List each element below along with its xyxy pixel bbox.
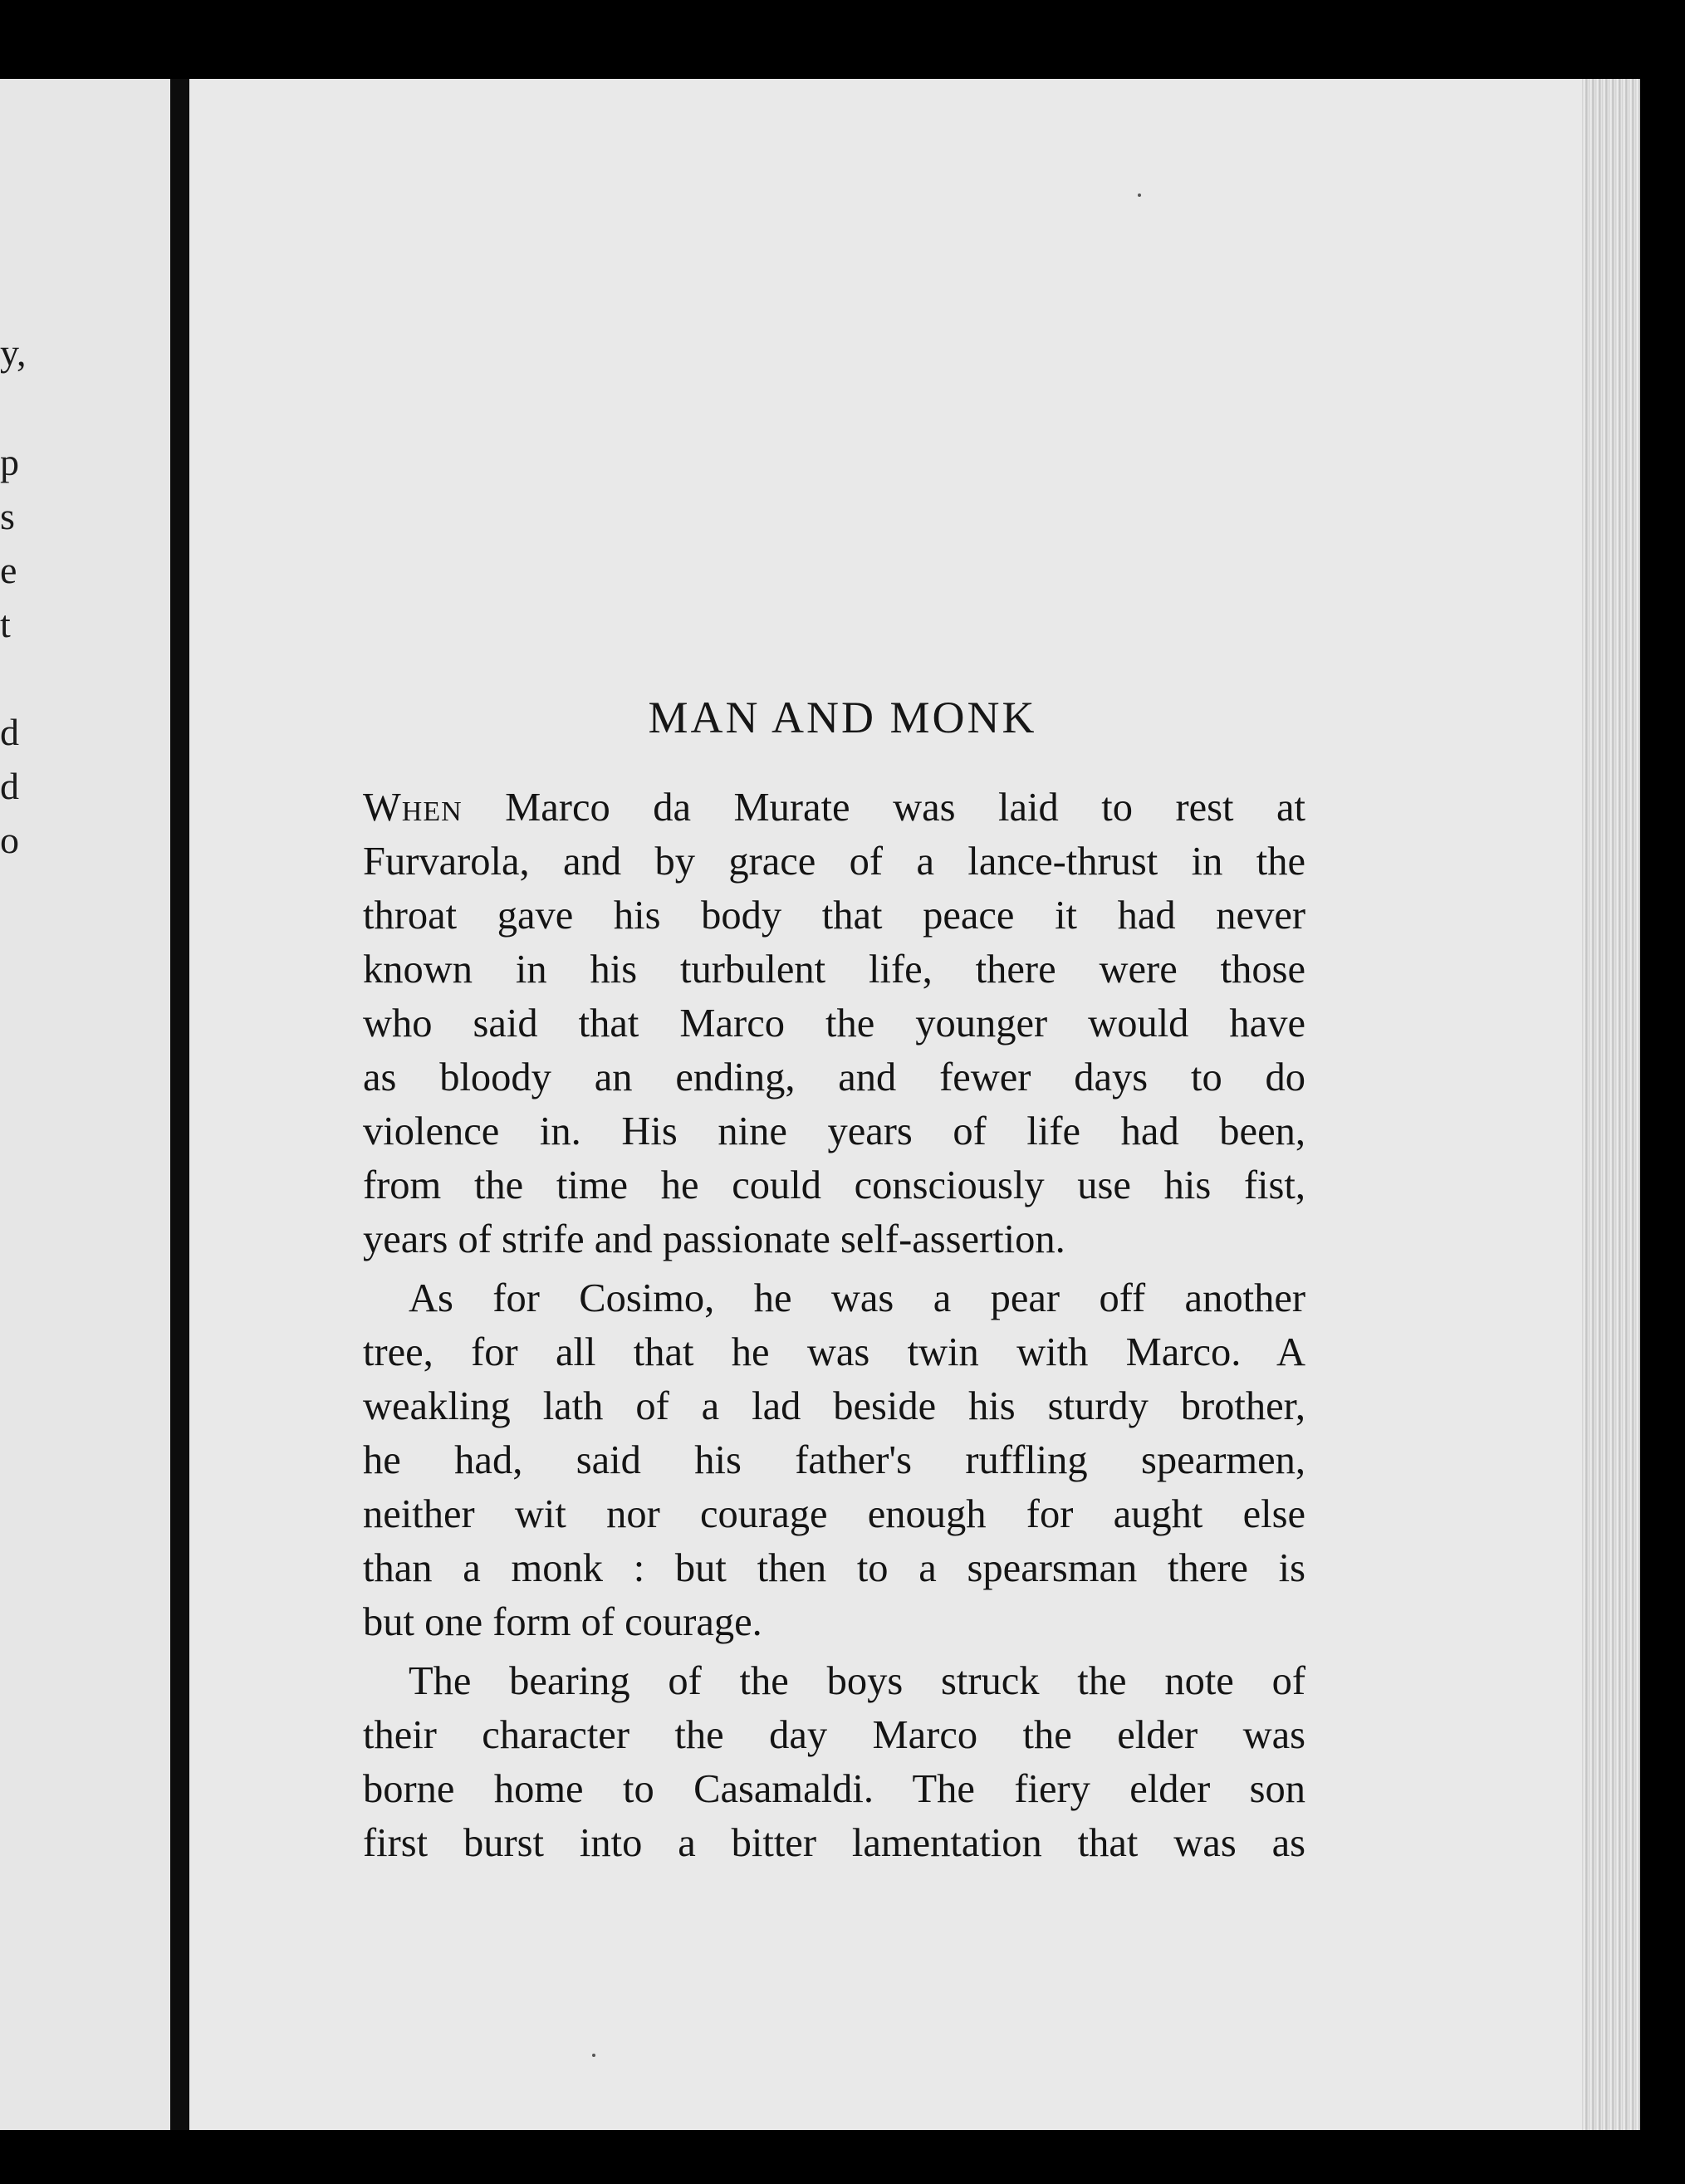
text-line: borne home to Casamaldi. The fiery elder son [363, 1767, 1305, 1811]
text-line: years of strife and passionate self-assertion. [363, 1217, 1065, 1261]
page-title: MAN AND MONK [648, 693, 1037, 742]
text-line: throat gave his body that peace it had never [363, 894, 1305, 938]
text-line: violence in. His nine years of life had been, [363, 1109, 1305, 1153]
left-page [0, 79, 189, 2130]
text-line: he had, said his father's ruffling spearmen, [363, 1438, 1305, 1482]
paragraph [363, 1654, 1305, 1870]
left-page-glyph: e [0, 549, 17, 591]
lead-word: When [363, 786, 463, 830]
speck [592, 2054, 595, 2057]
text-line: than a monk : but then to a spearsman there is [363, 1546, 1305, 1590]
left-page-glyph: o [0, 819, 19, 861]
text-line: from the time he could consciously use his fist, [363, 1163, 1305, 1207]
text-line: as bloody an ending, and fewer days to do [363, 1055, 1305, 1099]
text-line: neither wit nor courage enough for aught else [363, 1492, 1305, 1536]
left-page-glyph: s [0, 495, 15, 537]
text-line: but one form of courage. [363, 1600, 762, 1644]
text-line: their character the day Marco the elder was [363, 1713, 1305, 1757]
text-line: weakling lath of a lad beside his sturdy brother, [363, 1384, 1305, 1428]
text-line: When Marco da Murate was laid to rest at [363, 786, 1305, 830]
paragraph [363, 781, 1305, 1266]
text-line: Furvarola, and by grace of a lance-thrust in the [363, 840, 1305, 884]
speck [1138, 193, 1141, 197]
text-line: first burst into a bitter lamentation that was as [363, 1821, 1305, 1865]
left-page-glyph: d [0, 765, 19, 807]
left-page-glyph: t [0, 603, 11, 645]
left-page-glyph: y, [0, 331, 27, 374]
text-line: who said that Marco the younger would have [363, 1001, 1305, 1045]
text-line: As for Cosimo, he was a pear off another [409, 1276, 1305, 1320]
text-line: known in his turbulent life, there were those [363, 948, 1305, 992]
body-text [363, 781, 1305, 1875]
paragraph [363, 1271, 1305, 1649]
left-page-glyph: d [0, 711, 19, 753]
text-line: The bearing of the boys struck the note of [409, 1659, 1305, 1703]
left-page-glyph: p [0, 441, 19, 483]
book-gutter [170, 79, 189, 2130]
page-edge [1582, 79, 1640, 2130]
text-line: tree, for all that he was twin with Marco. A [363, 1330, 1305, 1374]
